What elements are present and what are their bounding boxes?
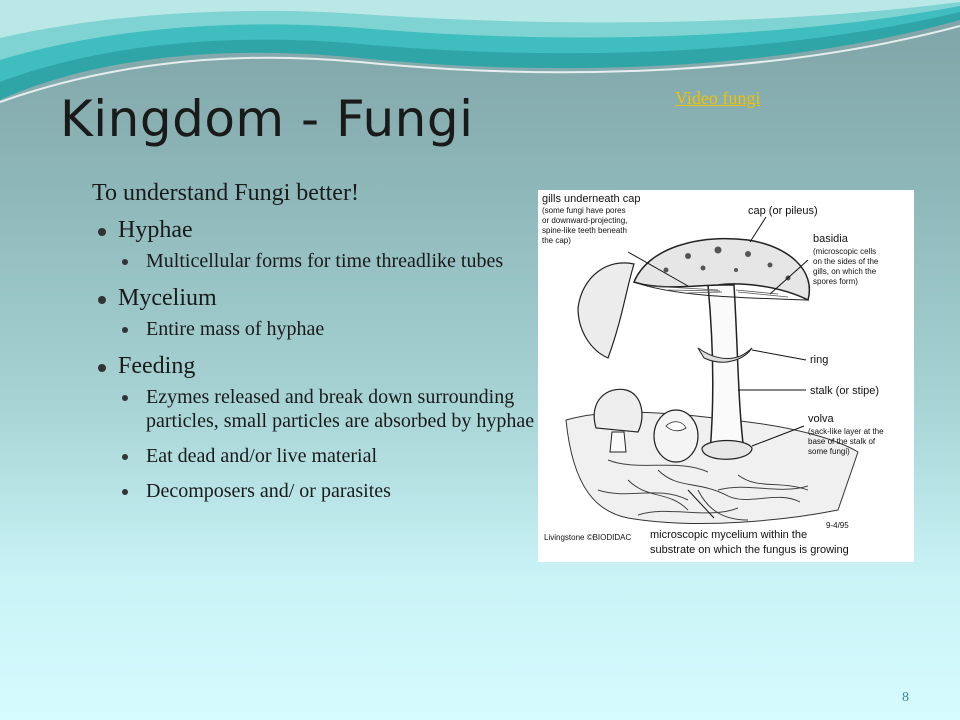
subtitle: To understand Fungi better! [92, 180, 359, 206]
label-gills-note: (some fungi have pores [542, 206, 626, 215]
video-link[interactable]: Video fungi [675, 88, 761, 108]
label-volva-note: some fungi) [808, 447, 850, 456]
label-cap: cap (or pileus) [748, 205, 818, 217]
label-mycelium: substrate on which the fungus is growing [650, 544, 849, 556]
label-volva-note: (sack-like layer at the [808, 427, 884, 436]
sub-bullet: Decomposers and/ or parasites [92, 480, 542, 503]
label-basidia-note: gills, on which the [813, 267, 877, 276]
signature: 9-4/95 [826, 521, 849, 530]
bullet-mycelium: Mycelium [92, 285, 542, 312]
sub-bullet: Eat dead and/or live material [92, 445, 542, 468]
label-basidia: basidia [813, 233, 848, 245]
bullet-content [92, 180, 542, 515]
label-volva: volva [808, 413, 834, 425]
label-ring: ring [810, 354, 829, 366]
label-basidia-note: on the sides of the [813, 257, 879, 266]
credit: Livingstone ©BIODIDAC [544, 533, 632, 542]
mushroom-diagram [538, 190, 914, 562]
label-stalk: stalk (or stipe) [810, 385, 880, 397]
label-gills: gills underneath cap [542, 193, 641, 205]
label-mycelium: microscopic mycelium within the [650, 529, 808, 541]
label-basidia-note: (microscopic cells [813, 247, 877, 256]
sub-bullet: Multicellular forms for time threadlike tubes [92, 250, 542, 273]
mushroom-illustration [538, 190, 914, 562]
slide-title: Kingdom - Fungi [60, 90, 474, 148]
label-basidia-note: spores form) [813, 277, 858, 286]
label-volva-note: base of the stalk of [808, 437, 876, 446]
sub-bullet: Entire mass of hyphae [92, 318, 542, 341]
sub-bullet: Ezymes released and break down surrounding particles, small particles are absorbed by hyphae [92, 386, 542, 432]
label-gills-note: spine-like teeth beneath [542, 226, 627, 235]
bullet-feeding: Feeding [92, 353, 542, 380]
page-number: 8 [902, 690, 909, 705]
bullet-hyphae: Hyphae [92, 217, 542, 244]
label-gills-note: or downward-projecting, [542, 216, 628, 225]
label-gills-note: the cap) [542, 236, 571, 245]
